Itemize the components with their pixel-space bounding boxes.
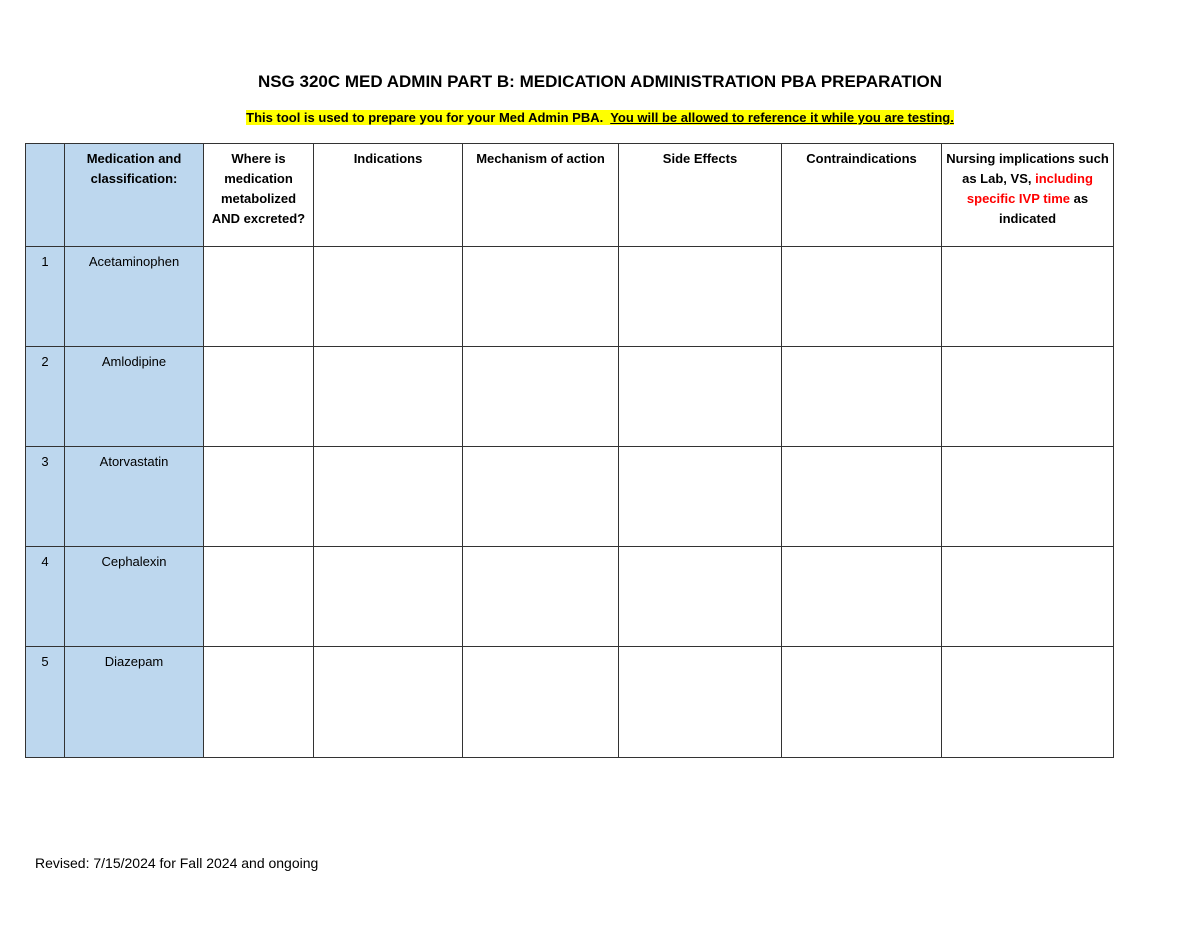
nursing-text: Nursing implications such as Lab, VS, (946, 151, 1109, 186)
cell-metabolized[interactable] (204, 647, 314, 758)
header-medication: Medication and classification: (65, 144, 204, 247)
cell-indications[interactable] (314, 547, 463, 647)
cell-nursing[interactable] (942, 347, 1114, 447)
header-number (26, 144, 65, 247)
header-metabolized: Where is medication metabolized AND excreted? (204, 144, 314, 247)
cell-side-effects[interactable] (619, 347, 782, 447)
medication-name: Diazepam (65, 647, 204, 758)
cell-side-effects[interactable] (619, 547, 782, 647)
cell-nursing[interactable] (942, 247, 1114, 347)
row-number: 3 (26, 447, 65, 547)
cell-metabolized[interactable] (204, 247, 314, 347)
cell-contraindications[interactable] (782, 647, 942, 758)
table-row (26, 547, 1114, 647)
header-row (26, 144, 1114, 247)
table-row (26, 647, 1114, 758)
header-contraindications: Contraindications (782, 144, 942, 247)
row-number: 1 (26, 247, 65, 347)
cell-metabolized[interactable] (204, 347, 314, 447)
medication-table (25, 143, 1114, 758)
header-nursing (942, 144, 1114, 247)
table-row (26, 247, 1114, 347)
cell-contraindications[interactable] (782, 547, 942, 647)
cell-mechanism[interactable] (463, 547, 619, 647)
cell-indications[interactable] (314, 247, 463, 347)
header-indications: Indications (314, 144, 463, 247)
cell-indications[interactable] (314, 447, 463, 547)
cell-metabolized[interactable] (204, 547, 314, 647)
medication-name: Cephalexin (65, 547, 204, 647)
row-number: 2 (26, 347, 65, 447)
medication-name: Acetaminophen (65, 247, 204, 347)
cell-mechanism[interactable] (463, 447, 619, 547)
page-title: NSG 320C MED ADMIN PART B: MEDICATION ADMINISTRATION PBA PREPARATION (257, 72, 943, 91)
cell-mechanism[interactable] (463, 247, 619, 347)
cell-contraindications[interactable] (782, 347, 942, 447)
cell-side-effects[interactable] (619, 447, 782, 547)
medication-name: Atorvastatin (65, 447, 204, 547)
header-mechanism: Mechanism of action (463, 144, 619, 247)
row-number: 5 (26, 647, 65, 758)
cell-nursing[interactable] (942, 447, 1114, 547)
table-row (26, 347, 1114, 447)
medication-name: Amlodipine (65, 347, 204, 447)
instructions (0, 110, 1200, 125)
cell-nursing[interactable] (942, 547, 1114, 647)
nursing-red-text: including specific IVP time (966, 171, 1093, 206)
cell-indications[interactable] (314, 347, 463, 447)
revision-footer: Revised: 7/15/2024 for Fall 2024 and ongoing (35, 855, 319, 871)
cell-side-effects[interactable] (619, 247, 782, 347)
table-row (26, 447, 1114, 547)
header-side-effects: Side Effects (619, 144, 782, 247)
cell-mechanism[interactable] (463, 647, 619, 758)
cell-nursing[interactable] (942, 647, 1114, 758)
cell-contraindications[interactable] (782, 447, 942, 547)
cell-metabolized[interactable] (204, 447, 314, 547)
cell-side-effects[interactable] (619, 647, 782, 758)
cell-mechanism[interactable] (463, 347, 619, 447)
instructions-part1: This tool is used to prepare you for your Med Admin PBA. (246, 110, 604, 125)
nursing-text-end: as indicated (998, 191, 1089, 226)
row-number: 4 (26, 547, 65, 647)
instructions-part2: You will be allowed to reference it while you are testing. (610, 110, 954, 125)
cell-indications[interactable] (314, 647, 463, 758)
cell-contraindications[interactable] (782, 247, 942, 347)
